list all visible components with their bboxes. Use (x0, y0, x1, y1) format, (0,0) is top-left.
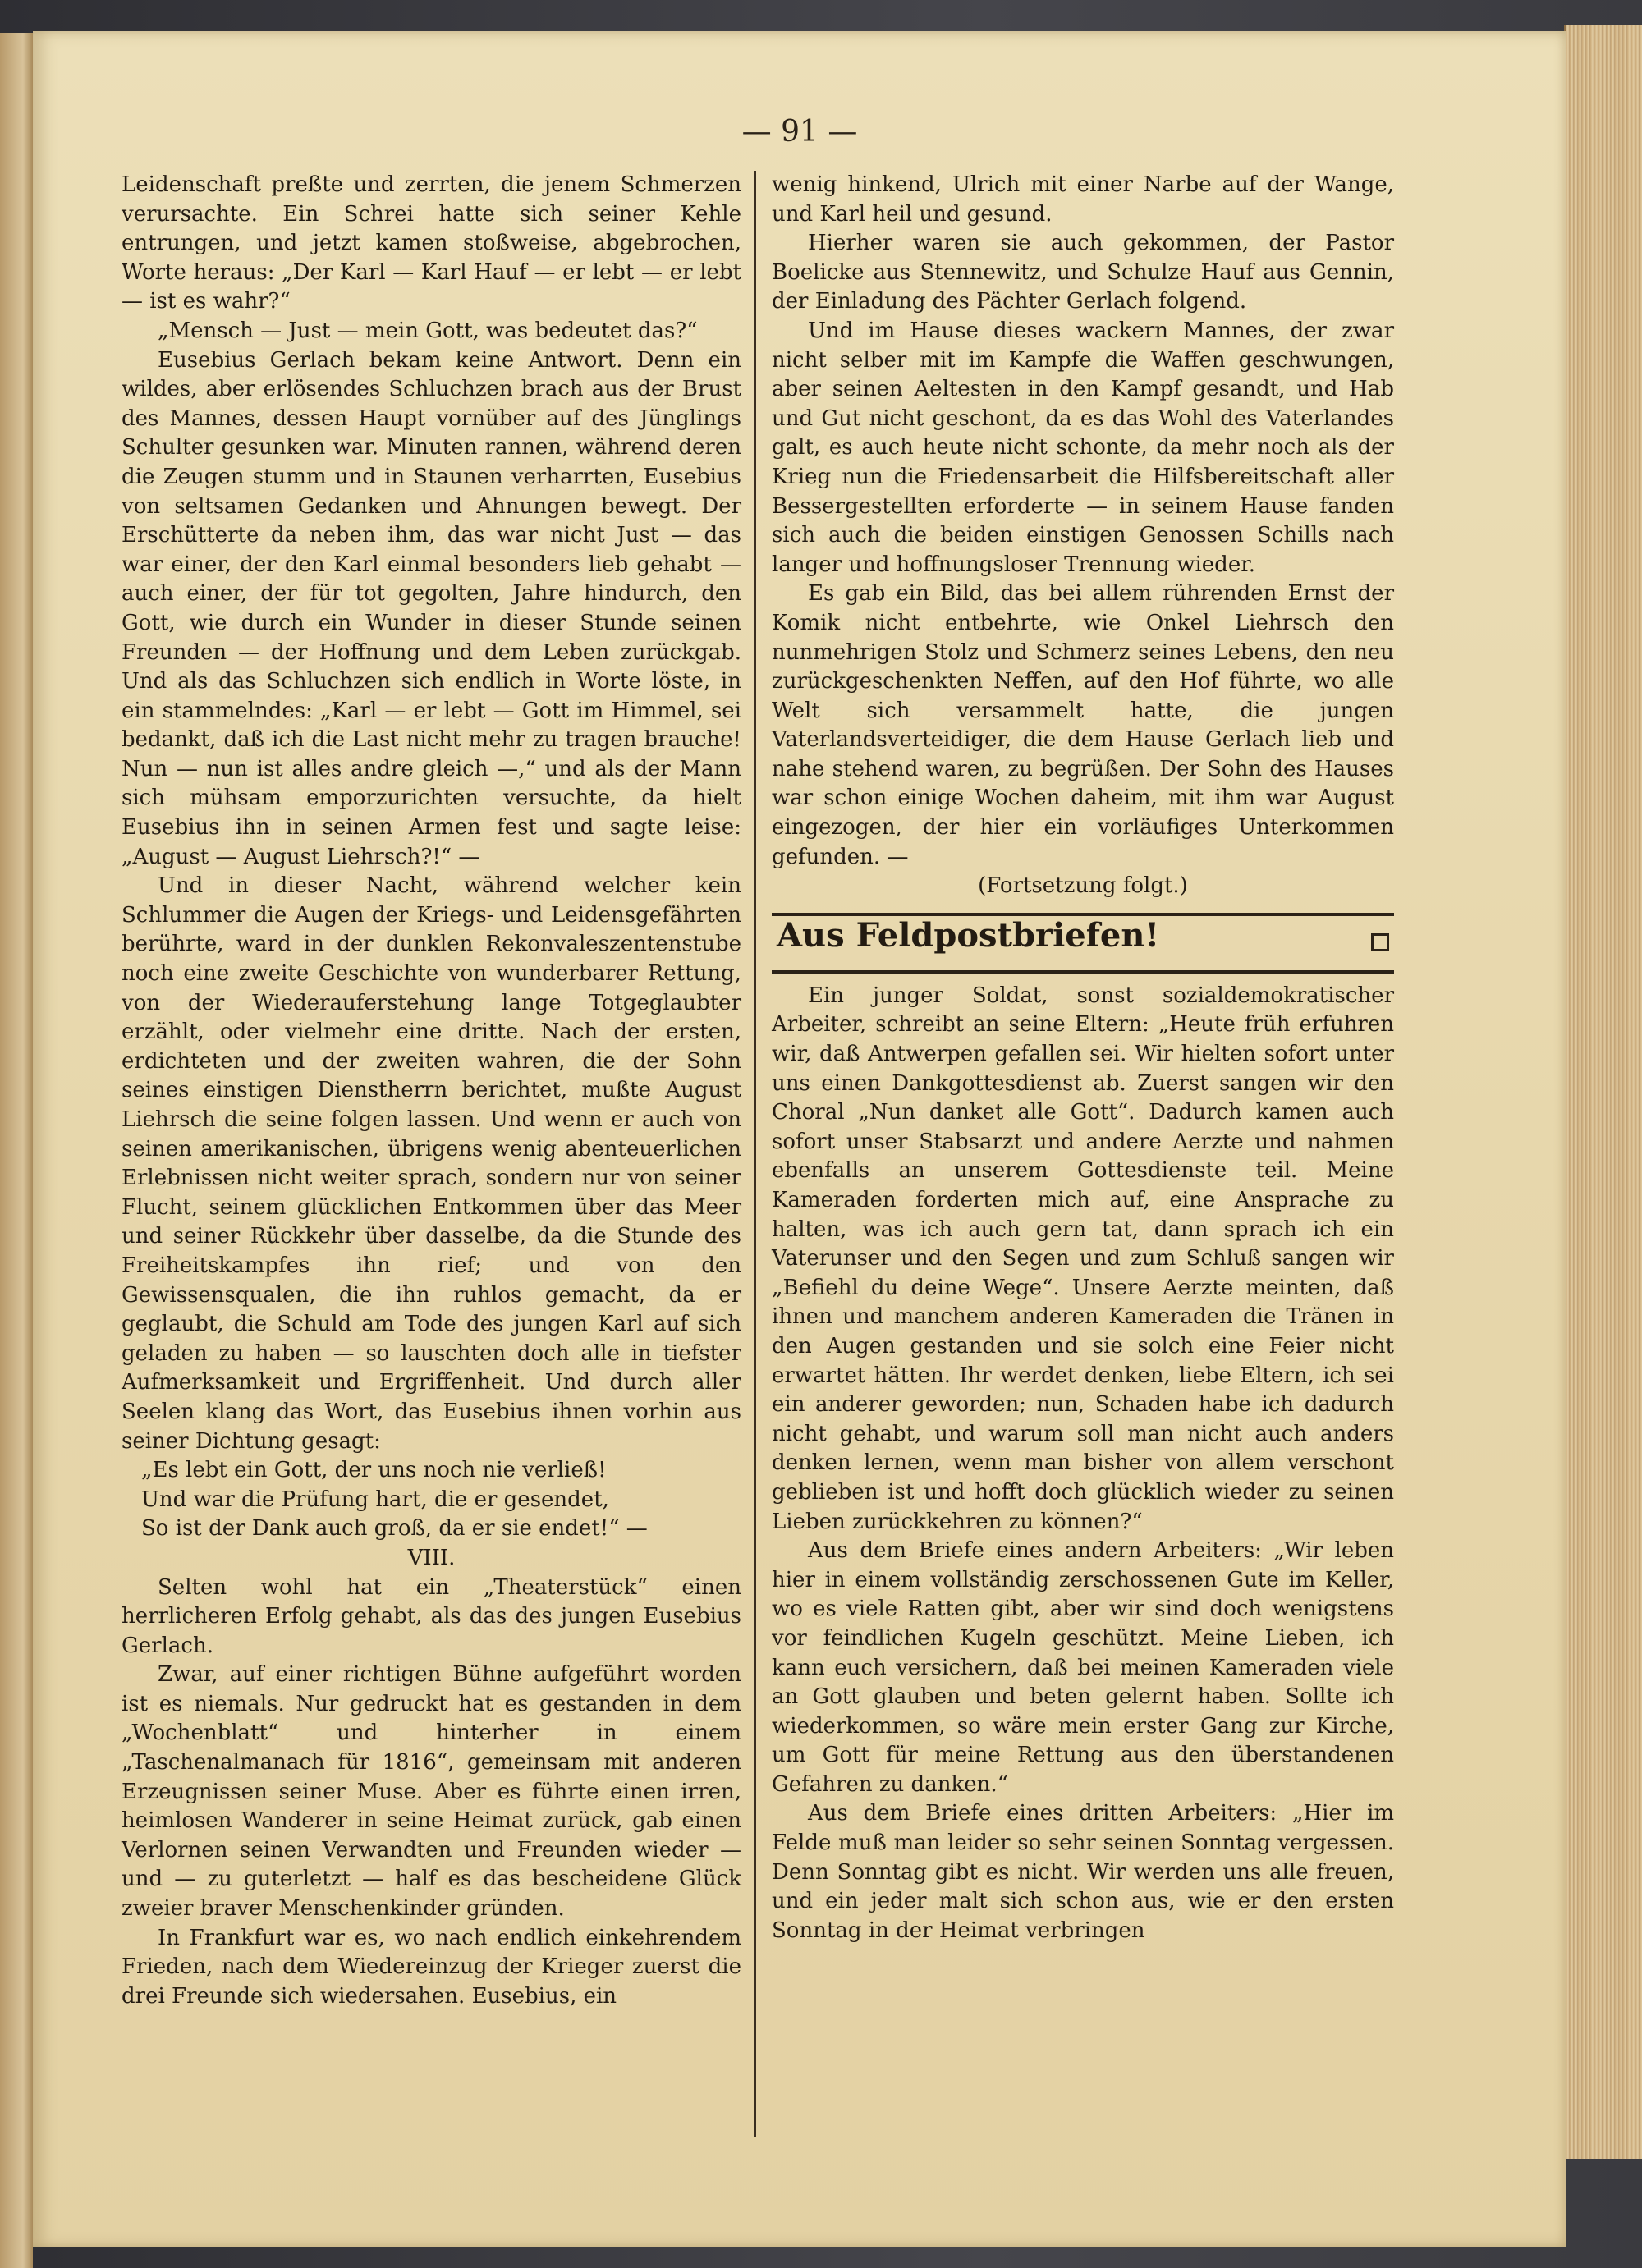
page-number: — 91 — (741, 115, 858, 149)
left-column (122, 171, 741, 2011)
book-page (33, 31, 1566, 2247)
verse-line: Und war die Prüfung hart, die er gesendet, (141, 1487, 609, 1512)
paragraph: Aus dem Briefe eines dritten Arbeiters: „Hier im Felde muß man leider so sehr seinen Sonntag vergessen. Denn Sonntag gibt es nicht. Wir werden uns alle freuen, und ein jeder malt sich schon aus, wie er den ersten Sonntag in der Heimat verbringen (772, 1801, 1394, 1943)
paragraph: Zwar, auf einer richtigen Bühne aufgeführt worden ist es niemals. Nur gedruckt hat es gestanden in dem „Wochenblatt“ und hinterher in einem „Taschenalmanach für 1816“, gemeinsam mit anderen Erzeugnissen seiner Muse. Aber es führte einen irren, heimlosen Wanderer in seine Heimat zurück, gab einen Verlornen seinen Verwandten und Freunden wieder — und — zu guterletzt — half es das bescheidene Glück zweier braver Menschenkinder gründen. (122, 1662, 741, 1922)
centered-line: VIII. (407, 1545, 456, 1570)
story-continuation (772, 171, 1394, 901)
paragraph: „Mensch — Just — mein Gott, was bedeutet das?“ (158, 318, 698, 343)
paragraph: Leidenschaft preßte und zerrten, die jenem Schmerzen verursachte. Ein Schrei hatte sich seiner Kehle entrungen, und jetzt kamen stoßweise, abgebrochen, Worte heraus: „Der Karl — Karl Hauf — er lebt — er lebt — ist es wahr?“ (122, 172, 741, 314)
feldpost-letters (772, 982, 1394, 1946)
paragraph: Und im Hause dieses wackern Mannes, der zwar nicht selber mit im Kampfe die Waffen geschwungen, aber seinen Aeltesten in den Kampf gesandt, und Hab und Gut nicht geschont, da es das Wohl des Vaterlandes galt, es auch heute nicht schonte, da mehr noch als der Krieg nun die Friedensarbeit die Hilfsbereitschaft aller Bessergestellten erforderte — in seinem Hause fanden sich auch die beiden einstigen Genossen Schills nach langer und hoffnungsloser Trennung wieder. (772, 318, 1394, 577)
paragraph: Selten wohl hat ein „Theaterstück“ einen herrlicheren Erfolg gehabt, als das des jungen Eusebius Gerlach. (122, 1574, 741, 1658)
verse-line: „Es lebt ein Gott, der uns noch nie verließ! (141, 1458, 607, 1483)
facing-page-edge (0, 33, 33, 2268)
section-heading (772, 913, 1394, 974)
paragraph: Ein junger Soldat, sonst sozialdemokratischer Arbeiter, schreibt an seine Eltern: „Heute früh erfuhren wir, daß Antwerpen gefallen sei. Wir hielten sofort unter uns einen Dankgottesdienst ab. Zuerst sangen wir den Choral „Nun danket alle Gott“. Dadurch kamen auch sofort unser Stabsarzt und andere Aerzte und nahmen ebenfalls an unserem Gottesdienste teil. Meine Kameraden forderten mich auf, eine Ansprache zu halten, was ich auch gern tat, dann sprach ich ein Vaterunser und den Segen und zum Schluß sangen wir „Befiehl du deine Wege“. Unsere Aerzte meinten, daß ihnen und manchem anderen Kameraden die Tränen in den Augen gestanden und sie solch eine Feier nicht erwartet hätten. Ihr werdet denken, liebe Eltern, ich sei ein anderer geworden; nun, Schaden habe ich dadurch nicht gehabt, und warum soll man nicht auch anders denken lernen, wenn man bisher von allem verschont geblieben ist und hofft doch glücklich wieder zu seinen Lieben zurückkehren zu können?“ (772, 983, 1394, 1534)
paragraph: Aus dem Briefe eines andern Arbeiters: „Wir leben hier in einem vollständig zerschossenen Gute im Keller, wo es viele Ratten gibt, aber wir sind doch wenigstens vor feindlichen Kugeln geschützt. Meine Lieben, ich kann euch versichern, daß bei meinen Kameraden viele an Gott glauben und beten gelernt haben. Sollte ich wiederkommen, so wäre mein erster Gang zur Kirche, um Gott für meine Rettung aus den überstandenen Gefahren zu danken.“ (772, 1538, 1394, 1797)
paragraph: In Frankfurt war es, wo nach endlich einkehrendem Frieden, nach dem Wiedereinzug der Krieger zuerst die drei Freunde sich wiedersahen. Eusebius, ein (122, 1925, 741, 2009)
paragraph: wenig hinkend, Ulrich mit einer Narbe auf der Wange, und Karl heil und gesund. (772, 172, 1394, 227)
section-heading-text: Aus Feldpostbriefen! (777, 915, 1160, 955)
paragraph: Eusebius Gerlach bekam keine Antwort. Denn ein wildes, aber erlösendes Schluchzen brach aus der Brust des Mannes, dessen Haupt vornüber auf des Jünglings Schulter gesunken war. Minuten rannen, während deren die Zeugen stumm und in Staunen verharrten, Eusebius von seltsamen Gedanken und Ahnungen bewegt. Der Erschütterte da neben ihm, das war nicht Just — das war einer, der den Karl einmal besonders lieb gehabt — auch einer, der für tot gegolten, Jahre hindurch, den Gott, wie durch ein Wunder in dieser Stunde seinen Freunden — der Hoffnung und dem Leben zurückgab. Und als das Schluchzen sich endlich in Worte löste, in ein stammelndes: „Karl — er lebt — Gott im Himmel, sei bedankt, daß ich die Last nicht mehr zu tragen brauche! Nun — nun ist alles andre gleich —,“ und als der Mann sich mühsam emporzurichten versuchte, da hielt Eusebius ihn in seinen Armen fest und sagte leise: „August — August Liehrsch?!“ — (122, 347, 741, 869)
right-column (772, 171, 1394, 1945)
paragraph: Es gab ein Bild, das bei allem rührenden Ernst der Komik nicht entbehrte, wie Onkel Liehrsch den nunmehrigen Stolz und Schmerz seines Lebens, den neu zurückgeschenkten Neffen, auf den Hof führte, wo alle Welt sich versammelt hatte, die jungen Vaterlandsverteidiger, die dem Hause Gerlach lieb und nahe stehend waren, zu begrüßen. Der Sohn des Hauses war schon einige Wochen daheim, mit ihm war August eingezogen, der hier ein vorläufiges Unterkommen gefunden. — (772, 581, 1394, 869)
column-divider (754, 171, 756, 2137)
verse-line: So ist der Dank auch groß, da er sie endet!“ — (141, 1516, 648, 1542)
paragraph: Und in dieser Nacht, während welcher kein Schlummer die Augen der Kriegs- und Leidensgefährten berührte, ward in der dunklen Rekonvaleszentenstube noch eine zweite Geschichte von wunderbarer Rettung, von der Wiederauferstehung lange Totgeglaubter erzählt, oder vielmehr eine dritte. Nach der ersten, erdichteten und der zweiten wahren, die der Sohn seines einstigen Dienstherrn berichtet, mußte August Liehrsch die seine folgen lassen. Und wenn er auch von seinen amerikanischen, übrigens wenig abenteuerlichen Erlebnissen nicht weiter sprach, sondern nur von seiner Flucht, seinem glücklichen Entkommen über das Meer und seiner Rückkehr über dasselbe, da die Stunde des Freiheitskampfes ihn rief; und von den Gewissensqualen, die ihn ruhlos gemacht, da er geglaubt, die Schuld am Tode des jungen Karl auf sich geladen zu haben — so lauschten doch alle in tiefster Aufmerksamkeit und Ergriffenheit. Und durch aller Seelen klang das Wort, das Eusebius ihnen vorhin aus seiner Dichtung gesagt: (122, 873, 741, 1454)
paragraph: Hierher waren sie auch gekommen, der Pastor Boelicke aus Stennewitz, und Schulze Hauf aus Gennin, der Einladung des Pächter Gerlach folgend. (772, 231, 1394, 314)
square-ornament-icon (1371, 933, 1389, 951)
centered-line: (Fortsetzung folgt.) (978, 873, 1188, 899)
book-page-stack (1564, 25, 1642, 2159)
